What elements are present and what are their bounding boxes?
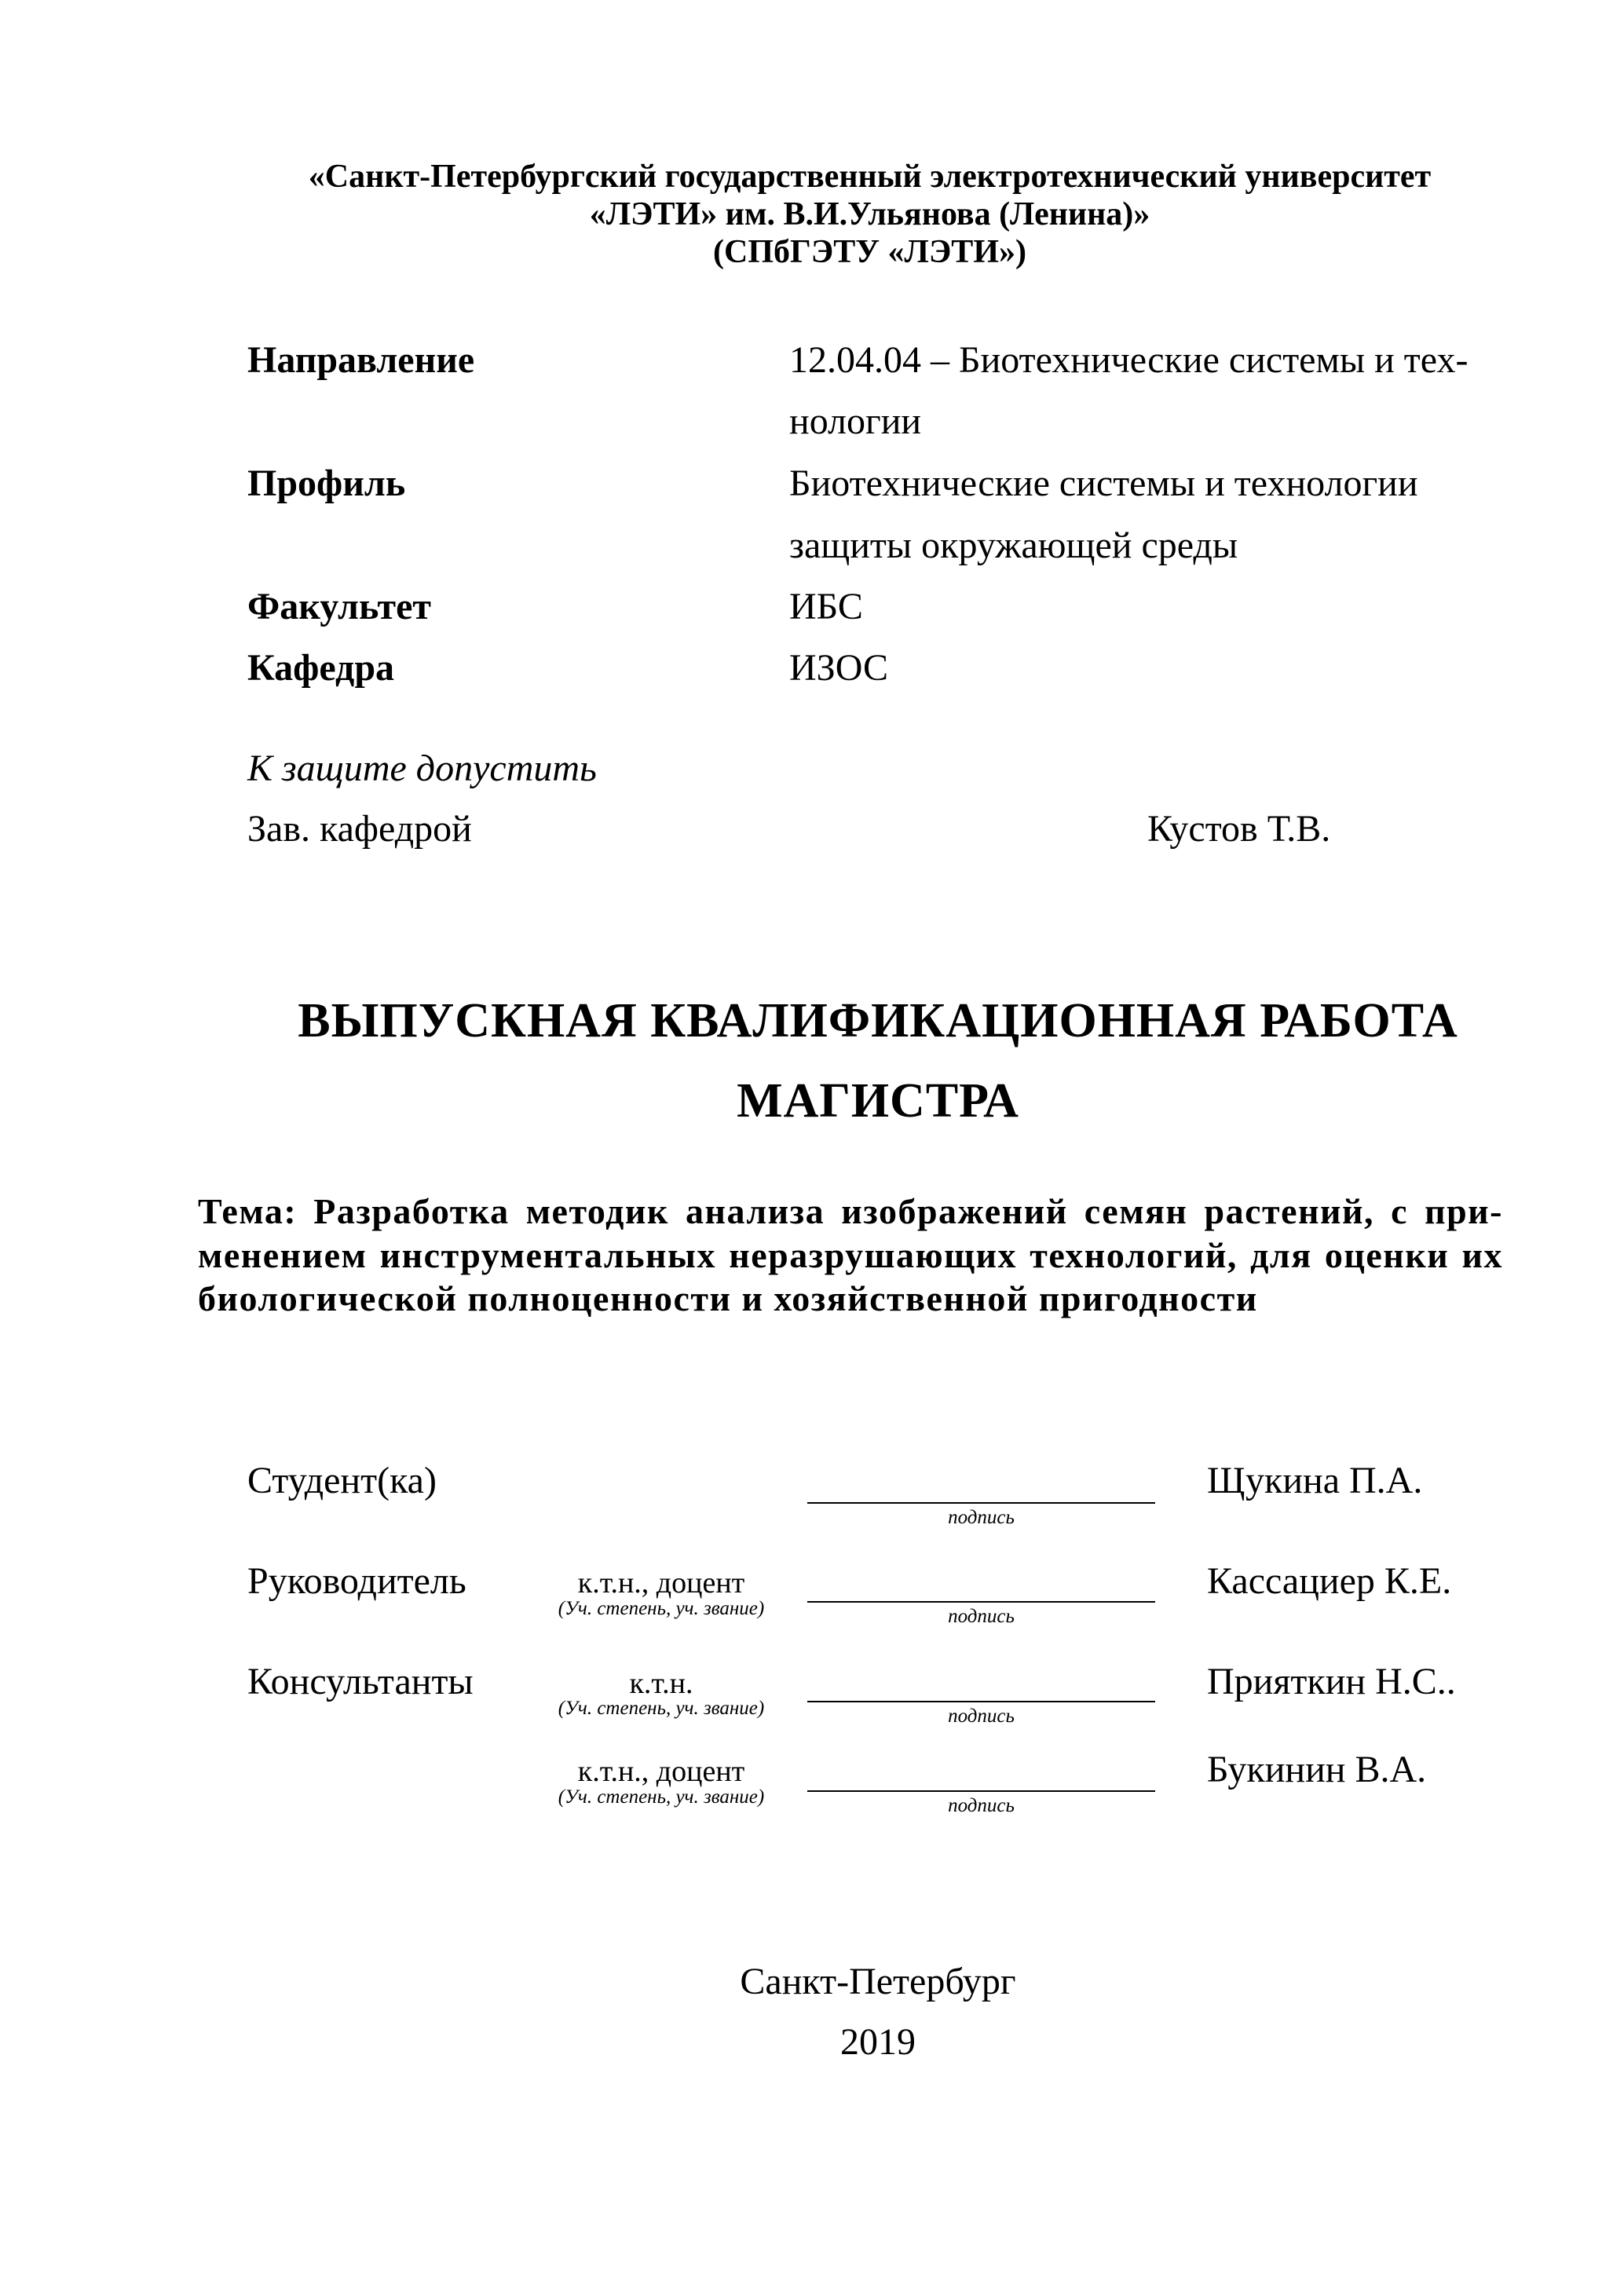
student-signature-caption: подпись: [948, 1507, 1015, 1528]
supervisor-signature-line[interactable]: [807, 1601, 1155, 1603]
consultant1-rank-caption: (Уч. степень, уч. звание): [558, 1698, 765, 1719]
head-of-department-name: Кустов Т.В.: [1147, 808, 1331, 850]
faculty-value: ИБС: [789, 586, 863, 627]
supervisor-rank: к.т.н., доцент: [577, 1567, 745, 1600]
faculty-label: Факультет: [247, 586, 431, 627]
consultant1-signature-line[interactable]: [807, 1701, 1155, 1702]
admit-to-defense-text: К защите допустить: [247, 748, 597, 789]
city: Санкт-Петербург: [740, 1961, 1016, 2002]
year: 2019: [840, 2021, 916, 2063]
document-title-line1: ВЫПУСКНАЯ КВАЛИФИКАЦИОННАЯ РАБОТА: [298, 994, 1458, 1047]
consultant2-signature-line[interactable]: [807, 1790, 1155, 1792]
consultants-role-label: Консультанты: [247, 1661, 474, 1702]
supervisor-rank-caption: (Уч. степень, уч. звание): [558, 1598, 765, 1619]
supervisor-role-label: Руководитель: [247, 1560, 466, 1602]
department-label: Кафедра: [247, 647, 395, 689]
supervisor-signature-caption: подпись: [948, 1606, 1015, 1627]
student-name: Щукина П.А.: [1207, 1460, 1423, 1501]
university-name-line2: «ЛЭТИ» им. В.И.Ульянова (Ленина)»: [589, 196, 1150, 232]
consultant1-signature-caption: подпись: [948, 1706, 1015, 1727]
direction-value-line2: нологии: [789, 400, 922, 442]
profile-label: Профиль: [247, 462, 406, 504]
head-of-department-label: Зав. кафедрой: [247, 808, 472, 850]
student-signature-line[interactable]: [807, 1502, 1155, 1504]
thesis-topic: [198, 1190, 1503, 1321]
thesis-topic-line3: биологической полноценности и хозяйственной пригодности: [198, 1278, 1258, 1318]
university-name-line1: «Санкт-Петербургский государственный электротехнический университет: [308, 159, 1432, 195]
consultant2-rank: к.т.н., доцент: [577, 1755, 745, 1788]
consultant2-signature-caption: подпись: [948, 1795, 1015, 1816]
profile-value-line1: Биотехнические системы и технологии: [789, 462, 1418, 504]
supervisor-name: Кассациер К.Е.: [1207, 1560, 1452, 1602]
consultant1-name: Прияткин Н.С..: [1207, 1661, 1456, 1702]
consultant2-rank-caption: (Уч. степень, уч. звание): [558, 1786, 765, 1808]
direction-label: Направление: [247, 339, 475, 381]
document-title-line2: МАГИСТРА: [737, 1074, 1019, 1128]
department-value: ИЗОС: [789, 647, 888, 689]
thesis-topic-line1: Тема: Разработка методик анализа изображений семян растений, с при-: [198, 1191, 1503, 1231]
university-abbreviation: (СПбГЭТУ «ЛЭТИ»): [713, 234, 1026, 270]
thesis-topic-line2: менением инструментальных неразрушающих технологий, для оценки их: [198, 1234, 1503, 1275]
consultant1-rank: к.т.н.: [629, 1667, 693, 1700]
student-role-label: Студент(ка): [247, 1460, 437, 1501]
direction-value-line1: 12.04.04 – Биотехнические системы и тех-: [789, 339, 1469, 381]
profile-value-line2: защиты окружающей среды: [789, 525, 1238, 566]
consultant2-name: Букинин В.А.: [1207, 1749, 1427, 1790]
